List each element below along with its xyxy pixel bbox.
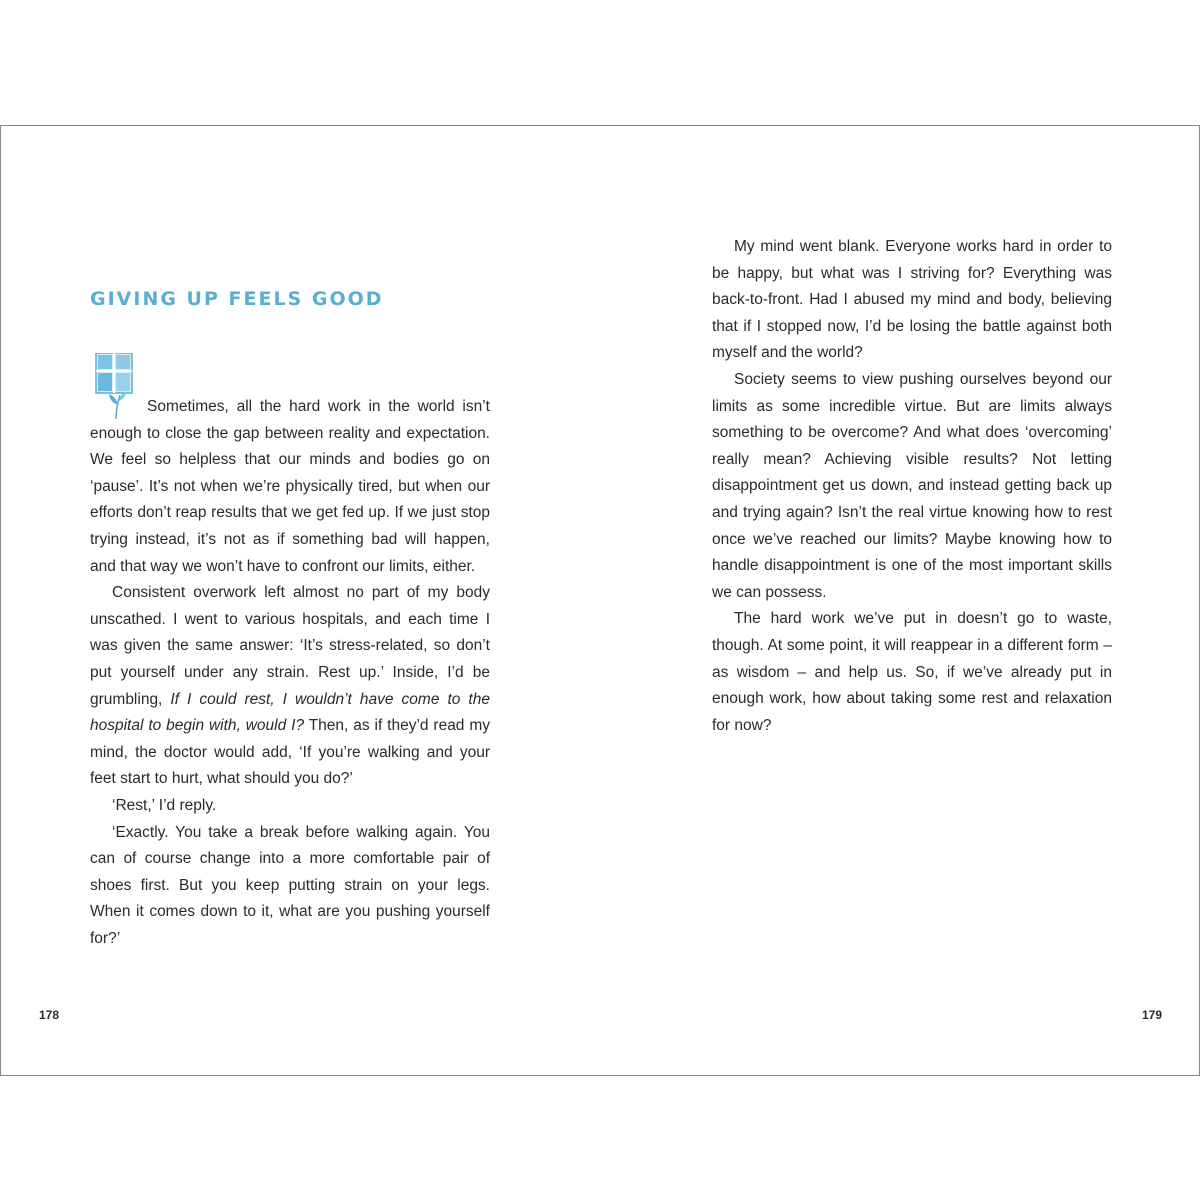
page-number: 178 <box>39 1008 60 1022</box>
page-number: 179 <box>1142 1008 1163 1022</box>
paragraph: Society seems to view pushing ourselves beyond our limits as some incredible virtue. But are limits always something to be overcome? And what does ‘overcoming’ really mean? Achieving visible results? Not letting disappointment get us down, and instead getting back up and trying again? Isn’t the real virtue knowing how to rest once we’ve reached our limits? Maybe knowing how to handle disappointment is one of the most important skills we can possess. <box>712 370 1112 601</box>
left-page <box>1 126 600 1075</box>
paragraph: Sometimes, all the hard work in the world isn’t enough to close the gap between reality and expectation. We feel so helpless that our minds and bodies go on ‘pause’. It’s not when we’re physically tired, but when our efforts don’t reap results that we get fed up. If we just stop trying instead, it’s not as if something bad will happen, and that way we won’t have to confront our limits, either. <box>90 398 490 575</box>
paragraph-text: Then, as if they’d read my mind, the doctor would add, ‘If you’re walking and your feet start to hurt, what should you do?’ <box>90 717 490 788</box>
paragraph-text: Consistent overwork left almost no part of my body unscathed. I went to various hospitals, and each time I was given the same answer: ‘It’s stress-related, so don’t put yourself under any strain. Rest up.’ Inside, I’d be grumbling, <box>90 584 490 708</box>
book-spread <box>0 125 1200 1076</box>
chapter-title: GIVING UP FEELS GOOD <box>90 288 384 310</box>
paragraph: My mind went blank. Everyone works hard in order to be happy, but what was I striving for? Everything was back-to-front. Had I abused my mind and body, believing that if I stopped now, I’d be losing the battle against both myself and the world? <box>712 238 1112 362</box>
paragraph: ‘Rest,’ I’d reply. <box>112 796 217 814</box>
paragraph: The hard work we’ve put in doesn’t go to waste, though. At some point, it will reappear in a different form – as wisdom – and help us. So, if we’ve already put in enough work, how about taking some rest and relaxation for now? <box>712 610 1112 734</box>
right-page <box>600 126 1199 1075</box>
left-text-column <box>90 394 490 952</box>
italic-thought: If I could rest, I wouldn’t have come to the hospital to begin with, would I? <box>90 690 490 735</box>
right-text-column <box>712 234 1112 739</box>
paragraph <box>90 580 490 793</box>
paragraph: ‘Exactly. You take a break before walking again. You can of course change into a more comfortable pair of shoes first. But you keep putting strain on your legs. When it comes down to it, what are you pushing yourself for?’ <box>90 823 490 947</box>
